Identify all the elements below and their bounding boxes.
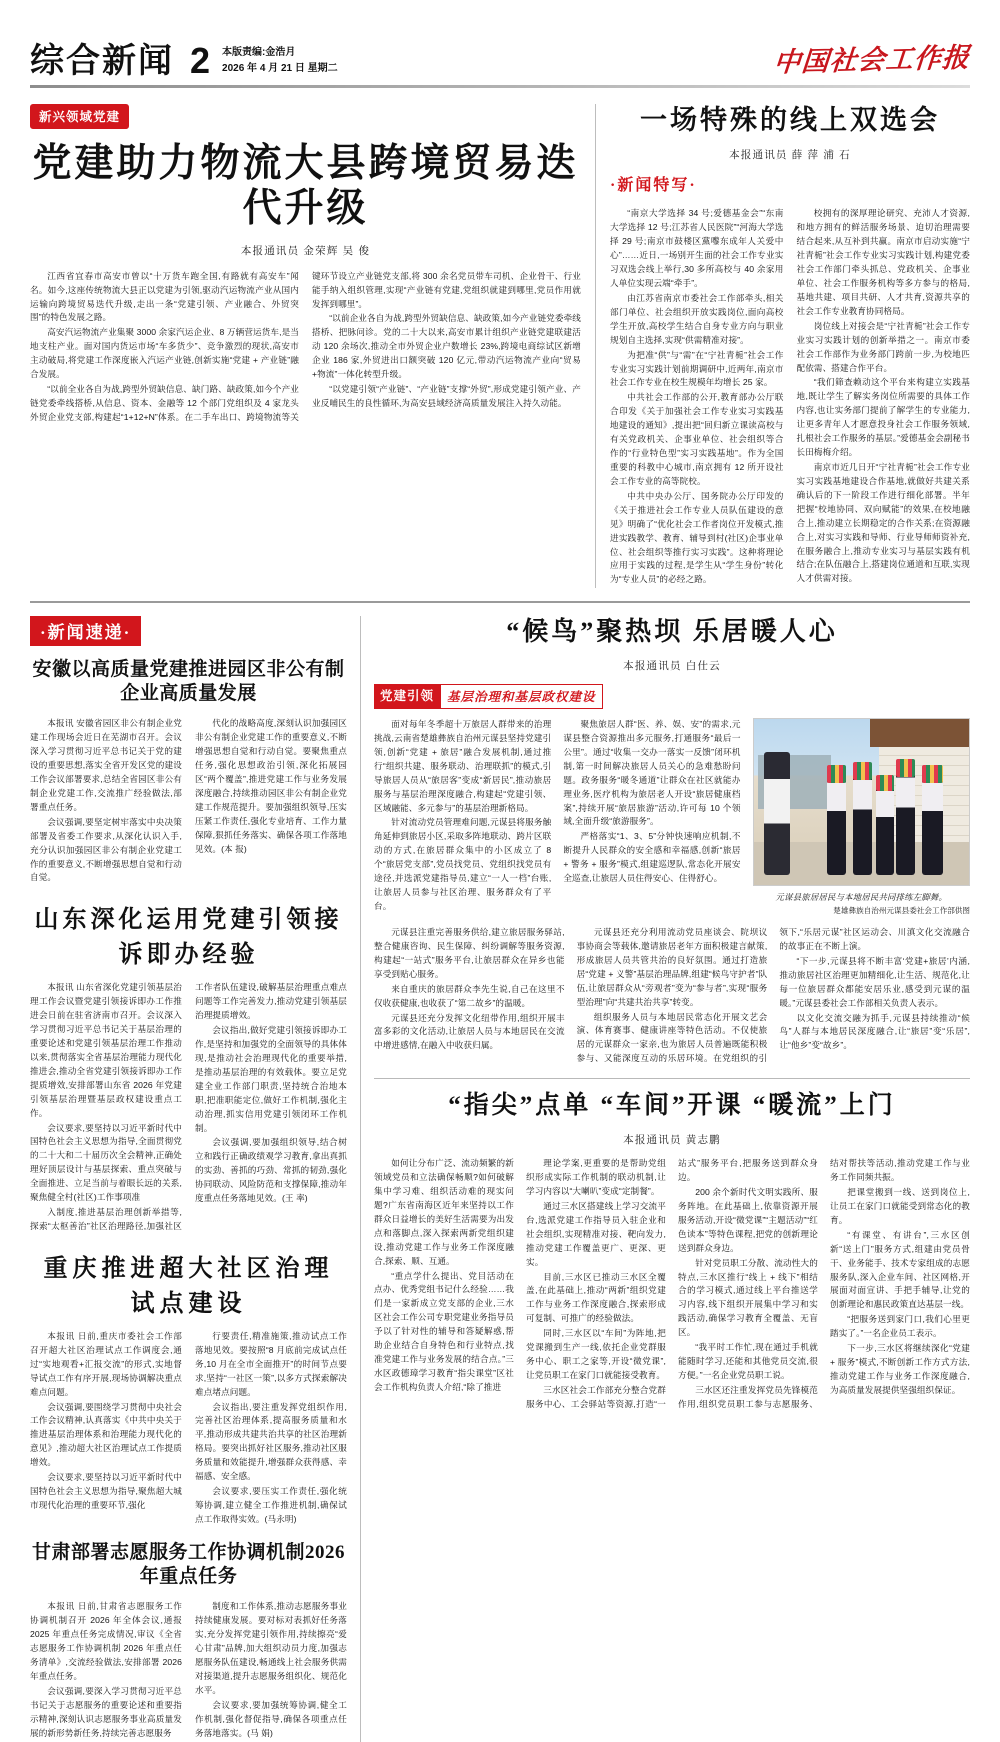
photo-figure <box>876 775 893 875</box>
page-number: 2 <box>190 40 211 81</box>
paragraph: 岗位线上对接会是“宁社青栀”社会工作专业实习实践计划的创新举措之一。南京市委社会工作部作为业务部门跨前一步,为校地匹配依需、搭建合作平台。 <box>796 320 970 373</box>
lead-article <box>30 104 595 588</box>
paragraph: 以文化交流交融为抓手,元谋县持续推动“候鸟”人群与本地居民深度融合,让“旅居”变“乐居”,让“他乡”变“故乡”。 <box>779 1012 970 1051</box>
photo-headdress <box>853 762 872 780</box>
fingertip-byline: 本报通讯员 黄志鹏 <box>623 1134 721 1147</box>
paragraph: 会议要求,要坚持以习近平新时代中国特色社会主义思想为指导,全面贯彻党的二十大和二十届历次全会精神,正确处理好顶层设计与基层探索、重点突破与全面推进、立足当前与着眼长远的关系,聚焦健全村(社区)工作事项准 <box>30 1122 182 1203</box>
migratory-headline: “候鸟”聚热坝 乐居暖人心 <box>506 616 838 646</box>
paragraph: 同时,三水区以“车间”为阵地,把党课搬到生产一线,依托企业党群服务中心、职工之家等,开设“微党课”,让党员职工在家门口就能接受教育。 <box>526 1328 666 1381</box>
migratory-body-top <box>374 718 970 916</box>
paragraph: 会议强调,要加强组织领导,结合树立和践行正确政绩观学习教育,拿出真抓的实劲、善抓的巧劲、常抓的韧劲,强化协同联动、风险防范和支撑保障,推动年度重点任务落地见效。(王 率) <box>195 1137 347 1204</box>
paragraph: “以前企业各自为战,跨型外贸缺信息、缺政策,如今产业链党委牵线搭桥、把脉问诊。党的二十大以来,高安市累计组织产业链党建联建活动 120 余场次,推动全市外贸企业户数增长 23%,跨境电商综试区新增企业 186 家,外贸进出口额突破 120 亿元,带动汽运物流产业向“贸易+物流”一体化转型升级。 <box>312 313 581 380</box>
paragraph: “以前全业各自为战,跨型外贸缺信息、缺门路、缺政策,如今个产业链党委牵线搭桥,从信息、资本、金融等 12 个部门党组织及 4 家龙头外贸企业党支部,构建起“1+12+N”体系。在二手车出口、跨境物流等关键环节设立产业链党支部,将 300 余名党员带车司机、企业骨干、行业能手纳入组织管理,实现“产业链有党建,党组织就建到哪里,党员作用就发挥到哪里”。 <box>30 270 581 422</box>
top-zone <box>30 104 970 588</box>
paragraph: 会议指出,做好党建引领接诉即办工作,是坚持和加强党的全面领导的具体体现,是推动社会治理现代化的重要举措,是推动基层治理的有效载体。要立足党建全业工作部门职责,坚持统合治地本职,把准职能定位,做好工作机制,强化主动治理,抓实信用党建引领闭环工作机制。 <box>195 1025 347 1133</box>
paragraph: 会议要求,要坚持以习近平新时代中国特色社会主义思想为指导,聚焦超大城市现代化治理的重要环节,强化 <box>30 1472 182 1510</box>
masthead-rule <box>30 85 970 88</box>
paragraph: 会议指出,要注重发挥党组织作用,完善社区治理体系,提高服务质量和水平,推动形成共建共治共享的社区治理新格局。要突出抓好社区服务,推动社区服务质量和效能提升,增强群众获得感、幸福感、安全感。 <box>195 1401 347 1482</box>
party-lead-tag-secondary: 基层治理和基层政权建设 <box>440 684 603 709</box>
lead-body <box>30 270 581 425</box>
news-item-headline: 重庆推进超大社区治理试点建设 <box>43 1255 334 1317</box>
paragraph: 制度和工作体系,推动志愿服务事业持续健康发展。要对标对表抓好任务落实,充分发挥党建引领作用,持续擦亮“爱心甘肃”品牌,加大组织动员力度,加强志愿服务队伍建设,畅通线上社会服务供需对接渠道,提升志愿服务组织化、规范化水平。 <box>195 1601 347 1695</box>
paragraph: 校拥有的深厚理论研究、充沛人才资源,和地方拥有的鲜活服务场景、迫切治理需要结合起来,从互补到共赢。南京市启动实施“宁社青栀”社会工作专业实习实践计划,构建党委社会工作部门牵头抓总、党政机关、企事业单位、社会工作服务机构等多方参与的格局,基地共建、项目共研、人才共育,资源共享的社会工作专业教育协同格局。 <box>796 208 970 316</box>
top-right-article <box>596 104 970 588</box>
paragraph: “下一步,元谋县将不断丰富‘党建+旅居’内涵,推动旅居社区治理更加精细化,让生活、规范化,让每一位旅居群众都能安居乐业,感受到元谋的温暖。”元谋县委社会工作部相关负责人表示。 <box>779 955 970 1008</box>
paragraph: “我平时工作忙,现在通过手机就能随时学习,还能和其他党员交流,很方便。”一名企业党员职工说。 <box>678 1342 818 1381</box>
paragraph: 元谋县还充分利用流动党员座谈会、院坝议事协商会等载体,邀请旅居老年方面积极建言献策,形成旅居人员共管共治的良好氛围。通过打造旅居“党建 + 义警”基层治理品牌,组建“候鸟守护者”队伍,让旅居群众从“旁观者”变为“参与者”,实现“服务型治理”向“共建共治共享”转变。 <box>576 926 768 1007</box>
paragraph: 理论学案,更重要的是帮助党组织形成实际工作机制的联动机制,让学习内容以“大喇叭”变成“定制餐”。 <box>526 1158 666 1197</box>
paragraph: 200 余个新时代文明实践所、服务阵地。在此基础上,依靠资源开展服务活动,开设“微党课”“主题活动”“红色读本”等特色课程,把党的创新理论送到群众身边。 <box>678 1187 818 1253</box>
photo-figure <box>896 759 915 875</box>
masthead <box>30 0 970 79</box>
paragraph: 本报讯 山东省深化党建引领基层治理工作会议暨党建引领接诉即办工作推进会日前在驻省济南市召开。会议深入学习贯彻习近平总书记关于基层治理的重要论述和党建引领基层治理工作推动以来,贯彻落实全省基层治理能力现代化推进会,推动全省党建引领接诉即办工作提质增效,安排部署山东省 2026 年党建引领基层治理暨基层政权建设重点工作。 <box>30 982 182 1118</box>
news-item-headline: 甘肃部署志愿服务工作协调机制2026年重点任务 <box>31 1541 345 1587</box>
paragraph: 南京市近几日开“宁社青栀”社会工作专业实习实践基地建设合作基地,就做好共建关系确认后的下一阶段工作进行细化部署。半年把握“校地协同、双向赋能”的效果,在校地融合上,推动建立长期稳定的合作关系;在资源融合上,对实习实践和导师、行业导师师资补充,在服务融合上,推动专业实习与基层实践有机结合;在队伍融合上,搭建岗位通道和互联,实现人才供需对接。 <box>796 461 970 584</box>
masthead-meta <box>222 45 338 79</box>
masthead-right <box>774 38 970 79</box>
migratory-byline: 本报通讯员 白仕云 <box>623 659 721 672</box>
top-right-byline: 本报通讯员 薛 萍 浦 石 <box>729 149 851 162</box>
photo-figure <box>922 765 944 875</box>
article-separator <box>374 1078 970 1079</box>
masthead-left <box>30 40 338 81</box>
news-item-headline: 山东深化运用党建引领接诉即办经验 <box>34 907 343 969</box>
paragraph: 三水区社会工作部充分整合党群服务中心、工会驿站等资源,打造“一站式”服务平台,把服务送到群众身边。 <box>526 1158 818 1409</box>
paragraph: 聚焦旅居人群“医、养、娱、安”的需求,元谋县整合资源推出多元服务,打通服务“最后一公里”。通过“收集一交办一落实一反馈”闭环机制,第一时间解决旅居人员关心的急难愁盼问题。政务服务“暖冬通道”让群众在社区就能办理业务,医疗机构为旅居老人开设“旅居健康档案”,持续开展“旅居旅游”活动,许可每 10 个领域,全面升级“旅游服务”。 <box>563 718 741 827</box>
fingertip-body <box>374 1157 970 1412</box>
mid-zone <box>30 616 970 1742</box>
paragraph: 会议要求,要加强统筹协调,健全工作机制,强化督促指导,确保各项重点任务落地落实。(马 娟) <box>195 1699 347 1738</box>
zone-separator <box>30 601 970 603</box>
photo-headdress <box>876 775 893 791</box>
paragraph: “南京大学选择 34 号;爱德基金会”“东南大学选择 12 号;江苏省人民医院”“河海大学选择 29 号;南京市鼓楼区黨嚟东成年人关爱中心”……近日,一场别开生面的社会工作专业实习双选会线上举行,30 多所高校与 40 余家用人单位实现云端“牵手”。 <box>610 208 784 288</box>
photo-caption: 元谋县旅居居民与本地居民共同排练左脚舞。 <box>775 892 948 902</box>
photo-headdress <box>922 765 944 783</box>
top-right-headline: 一场特殊的线上双选会 <box>640 105 940 135</box>
party-lead-tag <box>374 684 970 709</box>
news-item-body <box>30 981 347 1234</box>
paragraph: 针对党员职工分散、流动性大的特点,三水区推行“线上 + 线下”相结合的学习模式,通过线上平台推送学习内容,线下组织开展集中学习和实践活动,确保学习教育全覆盖、无盲区。 <box>678 1257 818 1338</box>
top-right-body <box>610 207 970 587</box>
paragraph: 来自重庆的旅居群众李先生说,自己在这里不仅收获健康,也收获了“第二故乡”的温暖。 <box>374 983 565 1008</box>
paragraph: 会议强调,要坚定树牢落实中央决策部署及省委工作要求,从深化认识入手,充分认识加强园区非公有制企业党建工作的重要意义,不断增强思想自觉和行动自觉。 <box>30 816 182 883</box>
paragraph: 入制度,推进基层治理创新举措等,探索“太枢善治”社区治理路径,加强社区工作者队伍建设,破解基层治理重点难点问题等工作完善发力,推动党建引领基层治理提质增效。 <box>30 982 347 1232</box>
paragraph: 本报讯 日前,甘肃省志愿服务工作协调机制召开 2026 年全体会议,通报 2025 年重点任务完成情况,审议《全省志愿服务工作协调机制 2026 年重点任务清单》,交流经验做法,安排部署 2026 年重点任务。 <box>30 1601 182 1681</box>
paragraph: 中共中央办公厅、国务院办公厅印发的《关于推进社会工作专业人员队伍建设的意见》明确了“优化社会工作者岗位开发模式,推进实践教学、教育、辅导到村(社区)企事业单位、社会组织等推行实习实践”。这种将理论应用于实践的过程,是学生从“学生身份”转化为“专业人员”的必经之路。 <box>610 490 784 585</box>
news-item-body <box>30 717 347 885</box>
paragraph: 通过三水区搭建线上学习交流平台,选派党建工作指导员入驻企业和社会组织,实现精准对接、靶向发力,推动党建工作覆盖更广、更深、更实。 <box>526 1200 666 1267</box>
date-line: 2026 年 4 月 21 日 星期二 <box>222 62 338 74</box>
brand-logo: 中国社会工作报 <box>772 42 972 78</box>
migratory-photo <box>753 718 970 886</box>
paragraph: 下一步,三水区将继续深化“党建 + 服务”模式,不断创新工作方式方法,推动党建工作与业务工作深度融合,为高质量发展提供坚强组织保证。 <box>830 1343 970 1395</box>
mid-right-column <box>361 616 970 1742</box>
paragraph: 为把准“供”与“需”在“宁社青栀”社会工作专业实习实践计划前期调研中,近两年,南京市社会工作专业在校生规模年均增长 25 家。 <box>610 349 784 388</box>
photo-roof <box>870 719 969 747</box>
section-title: 综合新闻 <box>30 43 174 80</box>
paragraph: 行要责任,精准施策,推动试点工作落地见效。要按照“8 月底前完成试点任务,10 月在全市全面推开”的时间节点要求,坚持“一社区一策”,以多方式探索解决难点堵点问题。 <box>195 1330 347 1397</box>
paragraph: 代化的战略高度,深刻认识加强园区非公有制企业党建工作的重要意义,不断增强思想自觉和行动自觉。要聚焦重点任务,强化思想政治引领,深化拓展园区“两个覆盖”,推进党建工作与业务发展深度融合,持续推动园区非公有制企业党建工作规范提升。要加强组织领导,压实压紧工作责任,强化专业培育、工作力量保障,狠抓任务落实、确保各项工作落地见效。(本 报) <box>195 718 347 854</box>
photo-figure-official <box>764 752 790 875</box>
photo-headdress <box>827 765 846 783</box>
paragraph: 本报讯 日前,重庆市委社会工作部召开超大社区治理试点工作调度会,通过“实地观看+汇报交流”的形式,实地督导试点工作有序开展,现场协调解决重点难点问题。 <box>30 1330 182 1397</box>
lead-byline: 本报通讯员 金荣辉 吴 俊 <box>240 244 371 257</box>
news-express-tag: ·新闻速递· <box>30 616 141 646</box>
paragraph: “重点学什么提出、党目活动在点办、优秀党组书记什么经验……我们是一家新成立党支部的企业,三水区社会工作公司专职党建业务指导员予以了针对性的辅导和答疑解惑,帮助企业结合自身特色和行业特点,找准党建工作与业务发展的结合点。”三水区政德璋学习教育“指尖课堂”区社会工作机构负责人介绍,“除了推进 <box>374 1270 514 1392</box>
paragraph: 中共社会工作部的公开,教育部办公厅联合印发《关于加强社会工作专业实习实践基地建设的通知》,提出把“回归新立课读高校与有关党政机关、企事业单位、社会组织等合作的“行业特色型”实习实践基地”。作为全国重要的科教中心城市,南京拥有 12 所开设社会工作专业的高等院校。 <box>610 392 784 486</box>
photo-headdress <box>896 759 915 778</box>
paragraph: 会议强调,要围绕学习贯彻中央社会工作会议精神,认真落实《中共中央关于推进基层治理体系和治理能力现代化的意见》,推动超大社区治理试点工作提质增效。 <box>30 1401 182 1468</box>
paragraph: 三水区还注重发挥党员先锋模范作用,组织党员职工参与志愿服务、结对帮扶等活动,推动党建工作与业务工作同频共振。 <box>678 1158 970 1409</box>
paragraph: “以党建引领“产业链”、“产业链”支撑“外贸”,形成党建引领产业、产业反哺民生的良性循环,为高安县域经济高质量发展注入持久动能。 <box>312 384 581 408</box>
paragraph: “有课堂、有讲台”,三水区创新“送上门”服务方式,组建由党员骨干、业务能手、技术专家组成的志愿服务队,深入企业车间、社区网格,开展面对面宣讲、手把手辅导,让党的创新理论和惠民政策直达基层一线。 <box>830 1229 970 1310</box>
paragraph: 严格落实“1、3、5”分钟快速响应机制,不断提升人民群众的安全感和幸福感,创新“旅居 + 警务 + 服务”模式,组建巡逻队,常态化开展安全巡查,让旅居人员住得安心、住得舒心。 <box>563 831 741 884</box>
lead-headline: 党建助力物流大县跨境贸易迭代升级 <box>32 142 579 230</box>
news-express-column <box>30 616 360 1742</box>
paragraph: 元谋县还充分发挥文化纽带作用,组织开展丰富多彩的文化活动,让旅居人员与本地居民在交流中增进感情,在融入中收获归属。 <box>374 1012 565 1051</box>
news-item-body <box>30 1600 347 1741</box>
paragraph: 把课堂搬到一线、送到岗位上,让员工在家门口就能受到常态化的教育。 <box>830 1187 970 1225</box>
photo-figure <box>827 765 846 875</box>
paragraph: 组织服务人员与本地居民常态化开展文艺会演、体育赛事、健康讲座等特色活动。不仅使旅居的元谋群众一家亲,也为旅居人员普遍既能积极参与、又能深度互动的乐居环境。在党组织的引领下,“乐居元谋”社区运动会、川滇文化交流融合的故事正在不断上演。 <box>576 926 970 1064</box>
paragraph: 会议要求,要压实工作责任,强化统筹协调,建立健全工作推进机制,确保试点工作取得实效。(马永明) <box>195 1486 347 1524</box>
paragraph: 针对流动党员管理难问题,元谋县将服务触角延伸到旅居小区,采取多阵地联动、跨片区联动的方式,在旅居群众集中的小区成立了 8 个“旅居党支部”,党员找党员、党组织找党员有途径,并选派党建指导员,建立“一人一档”台账,让旅居人员参与社区治理、服务群众有了平台。 <box>374 817 552 911</box>
paragraph: 江西省宜春市高安市曾以“十万货车跑全国,有路就有高安车”闻名。如今,这座传统物流大县正以党建为引领,驱动汽运物流产业从国内运输向跨境贸易迭代升级,走出一条“党建引领、产业融合、外贸突围”的特色发展之路。 <box>30 270 299 323</box>
news-item-headline: 安徽以高质量党建推进园区非公有制企业高质量发展 <box>32 658 345 704</box>
paragraph: 本报讯 安徽省园区非公有制企业党建工作现场会近日在芜湖市召开。会议深入学习贯彻习近平总书记关于党的建设的重要思想,落实全省开发区党的建设工作会议部署要求,总结全省园区非公有制企业党建工作,交流推广经验做法,部署重点任务。 <box>30 718 182 812</box>
news-feature-tag: ·新闻特写· <box>610 177 697 195</box>
paragraph: “把服务送到家门口,我们心里更踏实了。”一名企业员工表示。 <box>830 1314 970 1339</box>
paragraph: 目前,三水区已推动三水区全覆盖,在此基础上,推动“两新”组织党建工作与业务工作深度融合,探索形成可复制、可推广的经验做法。 <box>526 1271 666 1324</box>
migratory-body-bottom <box>374 926 970 1066</box>
lead-tag: 新兴领域党建 <box>30 104 129 129</box>
paragraph: 会议强调,要深入学习贯彻习近平总书记关于志愿服务的重要论述和重要指示精神,深刻认识志愿服务事业高质量发展的新形势新任务,持续完善志愿服务 <box>30 1685 182 1738</box>
fingertip-headline: “指尖”点单 “车间”开课 “暖流”上门 <box>448 1092 896 1120</box>
editor-line: 本版责编:金浩月 <box>222 47 296 58</box>
paragraph: 面对每年冬季超十万旅居人群带来的治理挑战,云南省楚雄彝族自治州元谋县坚持党建引领,创新“党建 + 旅居”融合发展机制,通过推行“组织共建、服务联动、治理联抓”的模式,引导旅居人员从“旅居客”变成“新居民”,推动旅居服务与基层治理深度融合,构建起“党建引领、区域融能、多元参与”的基层治理新格局。 <box>374 718 552 813</box>
paragraph: 元谋县注重完善服务供给,建立旅居服务驿站,整合健康咨询、民生保障、纠纷调解等服务资源,构建起“一站式”服务平台,让旅居群众在异乡也能享受到贴心服务。 <box>374 926 565 979</box>
paragraph: “我们筛查赖动这个平台来构建立实践基地,既让学生了解实务岗位所需要的具体工作内容,也让实务部门提前了解学生的专业能力,让更多青年人才愿意投身社会工作服务领域,扎根社会工作服务的基层。”爱德基金会副秘书长田梅梅介绍。 <box>796 377 970 458</box>
photo-credit: 楚雄彝族自治州元谋县委社会工作部供图 <box>833 905 970 915</box>
photo-figure <box>853 762 872 875</box>
paragraph: 由江苏省南京市委社会工作部牵头,相关部门单位、社会组织开放实践岗位,面向高校学生开放,高校学生结合自身专业方向与职业规划自主选择,实现“供需精准对接”。 <box>610 292 784 345</box>
party-lead-tag-primary: 党建引领 <box>374 684 440 709</box>
paragraph: 高安汽运物流产业集聚 3000 余家汽运企业、8 万辆营运货车,是当地支柱产业。面对国内货运市场“车多货少”、竞争激烈的现状,高安市主动破局,将党建工作深度嵌入汽运产业链,创新实施“党建 + 产业链”融合发展。 <box>30 327 299 380</box>
paragraph: 如何让分布广泛、流动频繁的新领域党员和立法确保畅顺?如何破解集中学习难、组织活动难的现实问题?广东省南海区近年来坚持以工作群众日益增长的美好生活需要为出发点和落脚点,深入探索两新党组织建设,推动党建工作与业务工作深度融合,探索、顺、互通。 <box>374 1158 514 1266</box>
news-item-body <box>30 1330 347 1527</box>
